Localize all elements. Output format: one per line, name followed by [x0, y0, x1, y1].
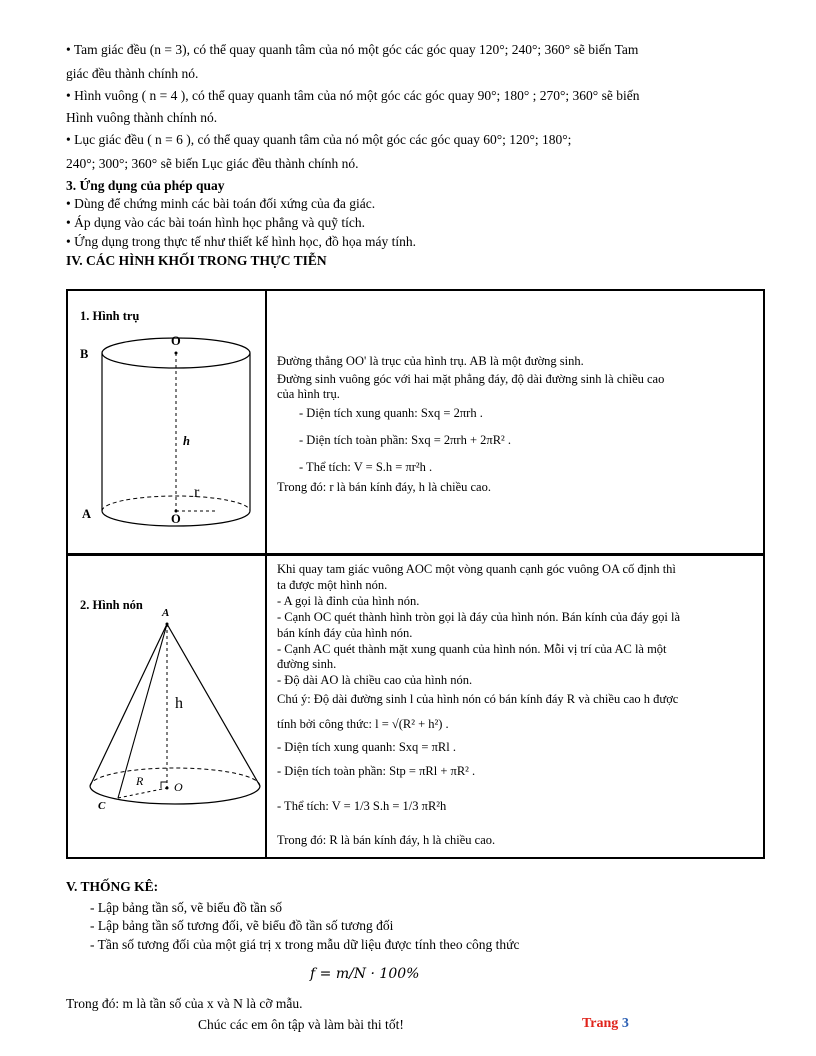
- cylinder-label-a: A: [82, 507, 92, 521]
- cone-text-line: ta được một hình nón.: [277, 578, 388, 592]
- cylinder-text-line: Đường sinh vuông góc với hai mặt phẳng đáy, độ dài đường sinh là chiều cao: [277, 372, 665, 386]
- cone-text-line: đường sinh.: [277, 657, 337, 671]
- shapes-table: [66, 289, 765, 859]
- cylinder-text-line: của hình trụ.: [277, 387, 340, 401]
- stats-formula: f = m/N · 100%: [310, 966, 420, 982]
- cone-text-line: - Cạnh AC quét thành mặt xung quanh của hình nón. Mỗi vị trí của AC là một: [277, 642, 667, 656]
- bullet-triangle-line1: • Tam giác đều (n = 3), có thể quay quanh tâm của nó một góc các góc quay 120°; 240°; 360° sẽ biến Tam: [66, 42, 639, 57]
- cone-label-a: A: [162, 607, 170, 619]
- cone-label-h: h: [175, 695, 183, 712]
- cone-text-line: - Cạnh OC quét thành hình tròn gọi là đáy của hình nón. Bán kính của đáy gọi là: [277, 610, 681, 624]
- cylinder-label-o-top: O: [171, 334, 181, 348]
- cylinder-text-line: - Thể tích: V = S.h = πr²h .: [299, 460, 433, 474]
- bullet-triangle-line2: giác đều thành chính nó.: [66, 66, 199, 81]
- cone-label-r: R: [136, 774, 144, 788]
- cylinder-text-line: - Diện tích toàn phần: Sxq = 2πrh + 2πR² .: [299, 433, 512, 447]
- cone-label-c: C: [98, 800, 106, 812]
- cone-text-line: - Diện tích toàn phần: Stp = πRl + πR² .: [277, 764, 476, 778]
- cone-text-line: Khi quay tam giác vuông AOC một vòng quanh cạnh góc vuông OA cố định thì: [277, 562, 676, 576]
- cone-text-cell: [267, 556, 763, 857]
- cylinder-label-b: B: [80, 347, 89, 361]
- cylinder-text-line: Đường thẳng OO' là trục của hình trụ. AB là một đường sinh.: [277, 354, 584, 368]
- cone-text-line: - A gọi là đỉnh của hình nón.: [277, 594, 420, 608]
- stats-item: - Lập bảng tần số, vẽ biểu đồ tần số: [90, 900, 282, 915]
- cylinder-figure-cell: [68, 291, 265, 553]
- cone-label-o: O: [174, 780, 183, 794]
- application-heading: 3. Ứng dụng của phép quay: [66, 178, 225, 193]
- cylinder-text-cell: [267, 291, 763, 553]
- stats-item: - Lập bảng tần số tương đối, vẽ biểu đồ tần số tương đối: [90, 918, 394, 933]
- bullet-square-line2: Hình vuông thành chính nó.: [66, 110, 218, 125]
- cylinder-text-line: - Diện tích xung quanh: Sxq = 2πrh .: [299, 406, 483, 420]
- stats-item: - Tần số tương đối của một giá trị x trong mẫu dữ liệu được tính theo công thức: [90, 937, 520, 952]
- cone-text-line: Chú ý: Độ dài đường sinh l của hình nón có bán kính đáy R và chiều cao h được: [277, 692, 679, 706]
- cylinder-title: 1. Hình trụ: [80, 309, 140, 323]
- application-item: • Ứng dụng trong thực tế như thiết kế hình học, đồ họa máy tính.: [66, 234, 417, 249]
- section-iv-title: IV. CÁC HÌNH KHỐI TRONG THỰC TIỄN: [66, 253, 327, 268]
- cone-text-line: bán kính đáy của hình nón.: [277, 626, 413, 640]
- cone-text-line: Trong đó: R là bán kính đáy, h là chiều cao.: [277, 833, 496, 847]
- cylinder-text-line: Trong đó: r là bán kính đáy, h là chiều cao.: [277, 480, 491, 494]
- bullet-hexagon-line2: 240°; 300°; 360° sẽ biến Lục giác đều thành chính nó.: [66, 156, 359, 171]
- cylinder-label-o-bottom: O: [171, 512, 181, 526]
- cone-title: 2. Hình nón: [80, 598, 143, 612]
- bullet-square-line1: • Hình vuông ( n = 4 ), có thể quay quanh tâm của nó một góc các góc quay 90°; 180° ; 270°; 360° sẽ biến: [66, 88, 640, 103]
- cone-text-line: - Độ dài AO là chiều cao của hình nón.: [277, 673, 473, 687]
- page-label: Trang: [582, 1016, 619, 1031]
- section-v-title: V. THỐNG KÊ:: [66, 879, 159, 894]
- cone-text-line: - Diện tích xung quanh: Sxq = πRl .: [277, 740, 456, 754]
- cone-figure-cell: [68, 556, 265, 857]
- cone-text-line: - Thể tích: V = 1/3 S.h = 1/3 πR²h: [277, 799, 447, 813]
- closing-message: Chúc các em ôn tập và làm bài thi tốt!: [198, 1017, 404, 1032]
- application-item: • Áp dụng vào các bài toán hình học phẳng và quỹ tích.: [66, 215, 366, 230]
- cylinder-diagram: [68, 291, 265, 553]
- stats-note: Trong đó: m là tần số của x và N là cỡ mẫu.: [66, 996, 303, 1011]
- page-number: [582, 1016, 629, 1032]
- bullet-hexagon-line1: • Lục giác đều ( n = 6 ), có thể quay quanh tâm của nó một góc các góc quay 60°; 120°; 180°;: [66, 132, 572, 147]
- application-item: • Dùng để chứng minh các bài toán đối xứng của đa giác.: [66, 196, 376, 211]
- page-number-value: 3: [621, 1016, 629, 1031]
- cylinder-label-r: r: [194, 484, 200, 501]
- cylinder-label-h: h: [183, 434, 190, 448]
- cone-text-line: tính bởi công thức: l = √(R² + h²) .: [277, 717, 449, 731]
